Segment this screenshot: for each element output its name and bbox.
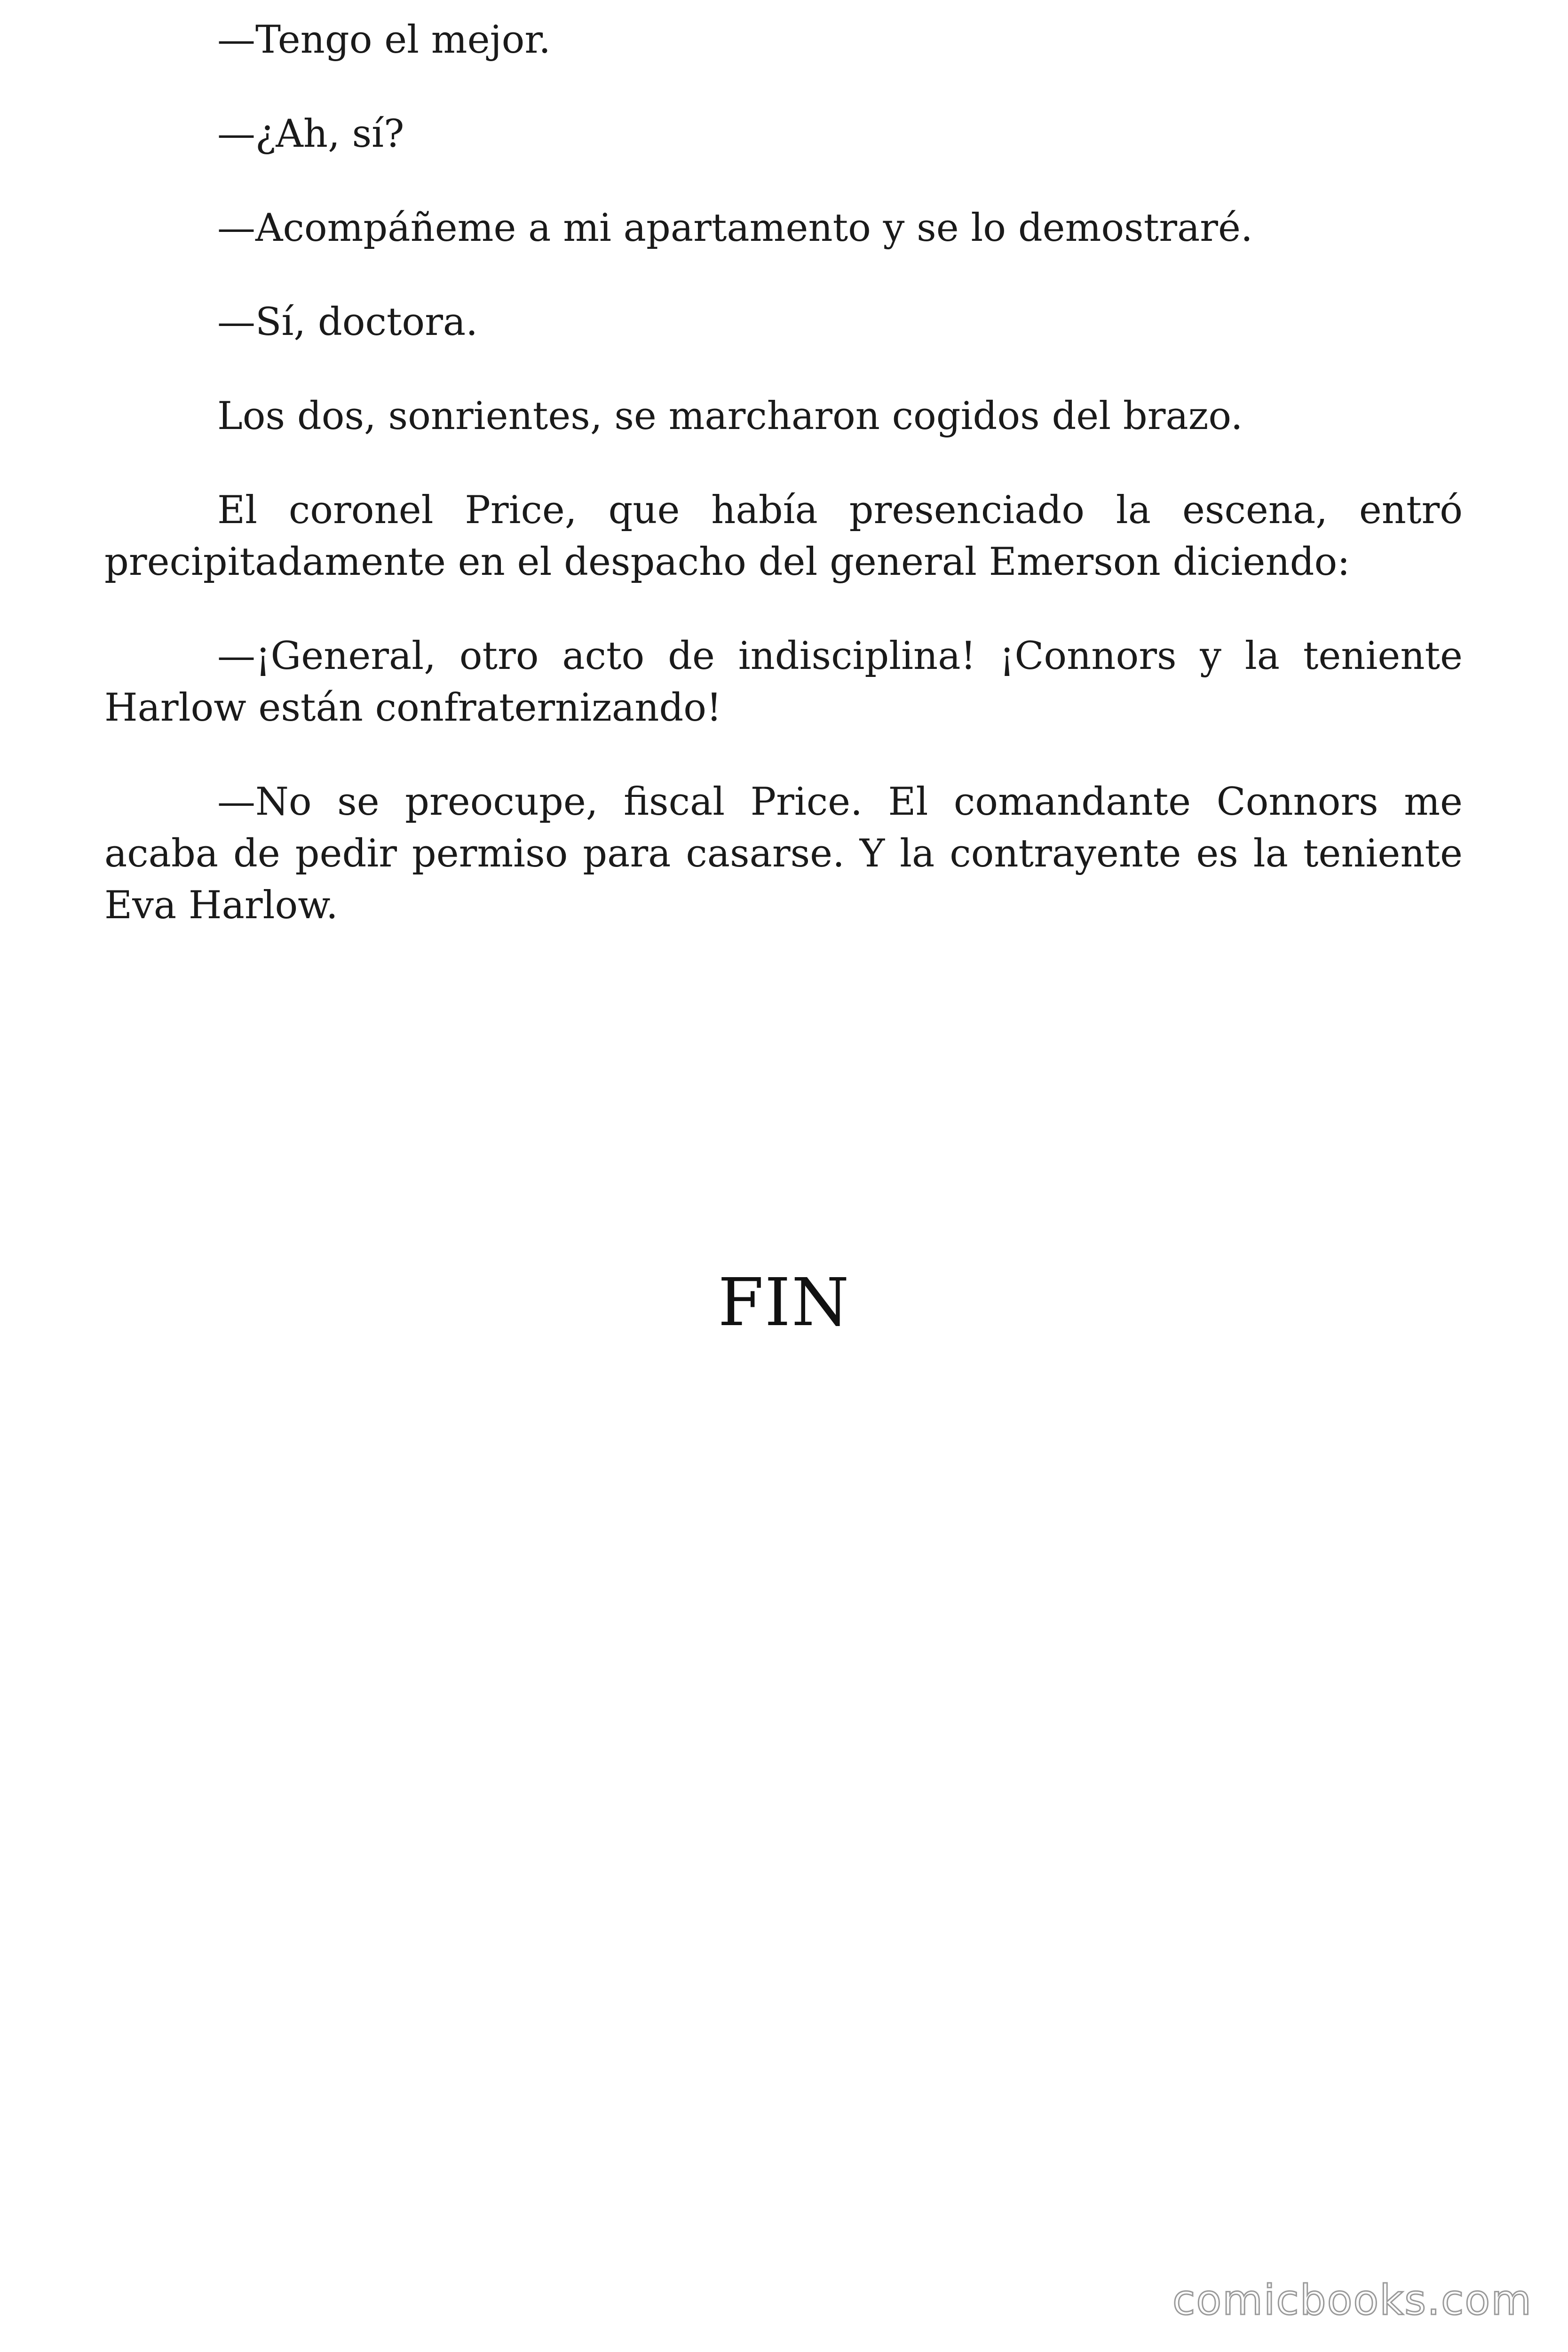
watermark: comicbooks.com xyxy=(1172,2276,1532,2324)
paragraph: —¿Ah, sí? xyxy=(217,112,404,156)
paragraph: —¡General, otro acto de indisciplina! ¡Connors y la teniente Harlow están confraternizando! xyxy=(104,634,1463,730)
paragraph: —Acompáñeme a mi apartamento y se lo demostraré. xyxy=(217,206,1253,250)
paragraph: —No se preocupe, fiscal Price. El comandante Connors me acaba de pedir permiso para casarse. Y la contrayente es la teniente Eva Harlow. xyxy=(104,780,1463,928)
paragraph: —Tengo el mejor. xyxy=(217,18,551,62)
ending-title: FIN xyxy=(718,1264,850,1341)
paragraph: El coronel Price, que había presenciado la escena, entró precipitadamente en el despacho del general Emerson diciendo: xyxy=(104,488,1463,584)
paragraph: —Sí, doctora. xyxy=(217,300,478,344)
paragraph: Los dos, sonrientes, se marcharon cogidos del brazo. xyxy=(217,394,1243,438)
body-text xyxy=(104,14,1463,974)
